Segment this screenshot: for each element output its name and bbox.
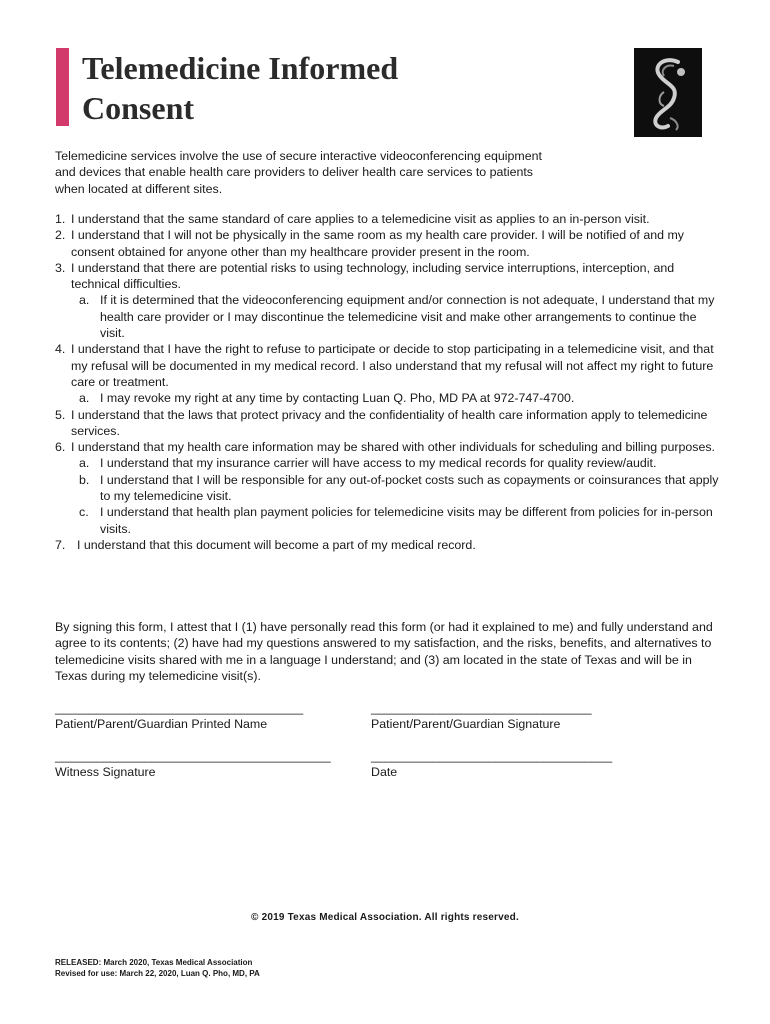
list-subitem-6b: b. I understand that I will be responsible for any out-of-pocket costs such as copayments or coinsurances that apply to my telemedicine visit. bbox=[79, 472, 719, 504]
witness-signature-label: Witness Signature bbox=[55, 765, 156, 779]
list-item-7: 7. I understand that this document will become a part of my medical record. bbox=[55, 537, 476, 552]
list-subitem-4a: a. I may revoke my right at any time by contacting Luan Q. Pho, MD PA at 972-747-4700. bbox=[79, 391, 575, 406]
copyright-notice: © 2019 Texas Medical Association. All rights reserved. bbox=[251, 912, 519, 923]
signature-line: ________________________________ bbox=[371, 701, 592, 715]
list-subitem-6a: a. I understand that my insurance carrier will have access to my medical records for quality review/audit. bbox=[79, 456, 657, 471]
title-line-2: Consent bbox=[82, 90, 195, 126]
list-item-5: 5. I understand that the laws that protect privacy and the confidentiality of health care information apply to telemedicine services. bbox=[55, 407, 708, 438]
witness-signature-field[interactable] bbox=[55, 748, 331, 780]
list-item-3: 3. I understand that there are potential risks to using technology, including service interruptions, interception, and technical difficulties. bbox=[55, 260, 675, 292]
list-item-4: 4. I understand that I have the right to refuse to participate or decide to stop participating in a telemedicine visit, and that my refusal will be documented in my medical record. I also understand that my refusal will not affect my right to future care or treatment. bbox=[55, 342, 714, 389]
date-label: Date bbox=[371, 765, 398, 779]
signature-line: ____________________________________ bbox=[55, 701, 304, 715]
list-subitem-6c: c. I understand that health plan payment policies for telemedicine visits may be different from policies for in-person visits. bbox=[79, 505, 713, 536]
revised-line: Revised for use: March 22, 2020, Luan Q. Pho, MD, PA bbox=[55, 969, 260, 978]
stylized-s-logo-icon bbox=[634, 48, 702, 137]
attestation-paragraph: By signing this form, I attest that I (1) have personally read this form (or had it explained to me) and fully understand and agree to its contents; (2) have had my questions answered to my satisfaction, and the risks, benefits, and alternatives to telemedicine visits shared with me in a language I understand; and (3) am located in the state of Texas and will be in Texas during my telemedicine visit(s). bbox=[55, 620, 713, 683]
release-footer bbox=[55, 957, 260, 979]
list-item-1: 1. I understand that the same standard of care applies to a telemedicine visit as applies to an in-person visit. bbox=[55, 212, 650, 226]
signature-line: ___________________________________ bbox=[371, 749, 613, 763]
page-title bbox=[82, 48, 398, 128]
signature-label: Patient/Parent/Guardian Signature bbox=[371, 717, 561, 731]
date-field[interactable] bbox=[371, 748, 612, 780]
printed-name-label: Patient/Parent/Guardian Printed Name bbox=[55, 717, 268, 731]
printed-name-field[interactable] bbox=[55, 700, 303, 732]
list-item-6: 6. I understand that my health care information may be shared with other individuals for scheduling and billing purposes. bbox=[55, 440, 715, 455]
consent-list bbox=[55, 211, 720, 553]
title-accent-bar bbox=[56, 48, 69, 126]
list-subitem-3a: a. If it is determined that the videoconferencing equipment and/or connection is not adequate, I understand that my health care provider or I may discontinue the telemedicine visit and make other arrangements to continue the visit. bbox=[79, 293, 715, 341]
list-item-2: 2. I understand that I will not be physically in the same room as my health care provider. I will be notified of and my consent obtained for anyone other than my healthcare provider present in the room. bbox=[55, 228, 684, 259]
title-line-1: Telemedicine Informed bbox=[82, 50, 399, 86]
released-line: RELEASED: March 2020, Texas Medical Association bbox=[55, 958, 253, 967]
signature-line: ________________________________________ bbox=[55, 749, 331, 763]
signature-field[interactable] bbox=[371, 700, 592, 732]
intro-paragraph: Telemedicine services involve the use of secure interactive videoconferencing equipment and devices that enable health care providers to deliver health care services to patients when located at different sites. bbox=[55, 149, 542, 196]
